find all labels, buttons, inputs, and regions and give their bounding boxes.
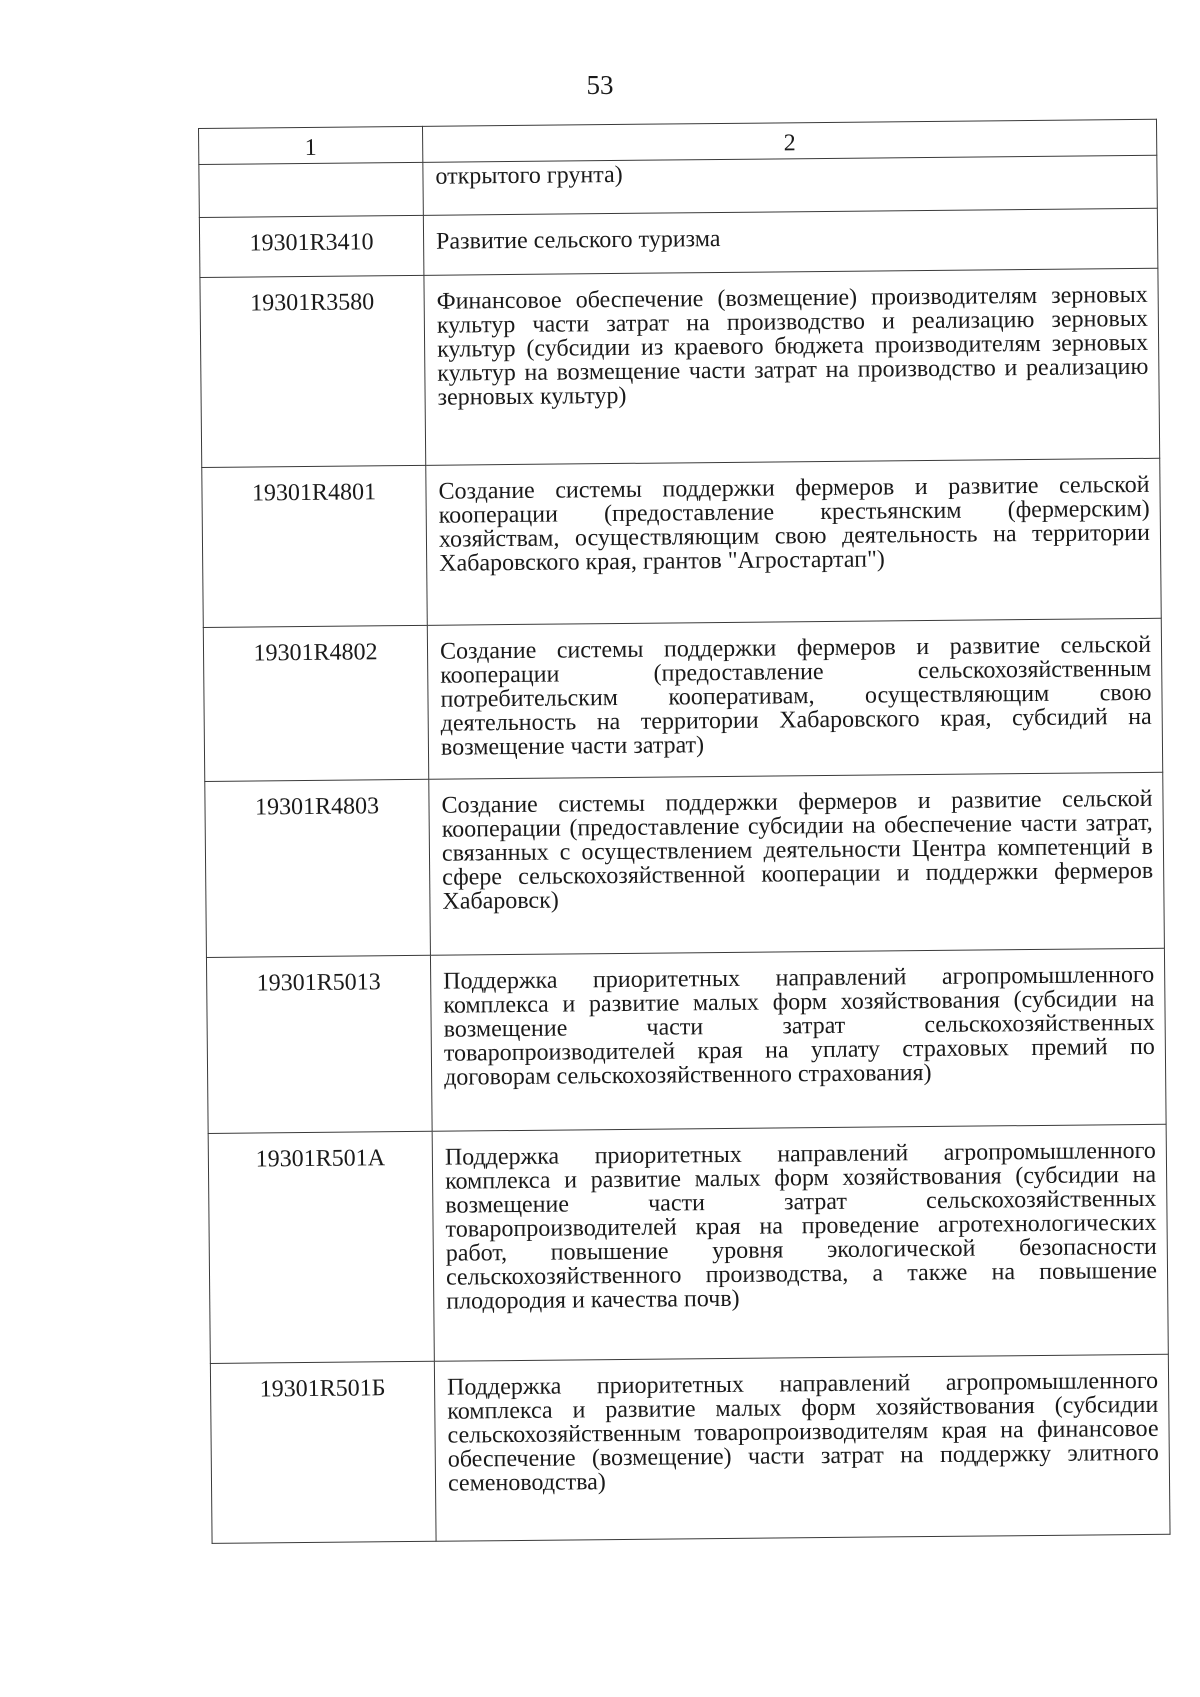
table-row — [205, 772, 1165, 957]
row-description: Поддержка приоритетных направлений агропромышленного комплекса и развитие малых форм хозяйствования (субсидии на возмещение части затрат сельскохозяйственных товаропроизводителей края на уплату страховых премий по договорам сельскохозяйственного страхования) — [430, 948, 1166, 1131]
page-number: 53 — [586, 70, 614, 100]
table-row — [203, 618, 1162, 781]
row-description: Поддержка приоритетных направлений агропромышленного комплекса и развитие малых форм хозяйствования (субсидии на возмещение части затрат сельскохозяйственных товаропроизводителей края на проведение агротехнологических работ, повышение уровня экологической безопасности сельскохозяйственного производства, а также на повышение плодородия и качества почв) — [432, 1124, 1168, 1361]
continuation-description: открытого грунта) — [423, 155, 1157, 215]
column-number-1: 1 — [199, 126, 423, 164]
row-code: 19301R4801 — [202, 465, 428, 627]
row-code: 19301R4803 — [205, 779, 431, 957]
budget-codes-table — [198, 119, 1171, 1544]
table-row — [200, 268, 1160, 467]
row-description: Поддержка приоритетных направлений агропромышленного комплекса и развитие малых форм хозяйствования (субсидии сельскохозяйственным товаропроизводителям края на финансовое обеспечение (возмещение) части затрат на поддержку элитного семеноводства) — [434, 1354, 1170, 1541]
table-row — [199, 208, 1158, 277]
continuation-row — [199, 155, 1157, 217]
table-row — [202, 458, 1161, 627]
row-description: Финансовое обеспечение (возмещение) производителям зерновых культур части затрат на производство и реализацию зерновых культур (субсидии из краевого бюджета производителям зерновых культур на возмещение части затрат на производство и реализацию зерновых культур) — [424, 268, 1160, 465]
column-number-2: 2 — [422, 119, 1156, 162]
row-code: 19301R3580 — [200, 275, 426, 467]
row-description: Развитие сельского туризма — [423, 208, 1158, 275]
row-code: 19301R501Б — [210, 1361, 436, 1543]
row-code: 19301R4802 — [203, 625, 428, 781]
row-code: 19301R5013 — [206, 955, 432, 1133]
table-row — [208, 1124, 1168, 1363]
continuation-code-cell — [199, 162, 423, 217]
table-row — [210, 1354, 1170, 1543]
row-description: Создание системы поддержки фермеров и развитие сельской кооперации (предоставление субсидии на обеспечение части затрат, связанных с осуществлением деятельности Центра компетенций в сфере сельскохозяйственной кооперации и поддержки фермеров Хабаровск) — [429, 772, 1165, 955]
table-row — [206, 948, 1166, 1133]
row-code: 19301R501А — [208, 1131, 434, 1363]
row-description: Создание системы поддержки фермеров и развитие сельской кооперации (предоставление крестьянским (фермерским) хозяйствам, осуществляющим свою деятельность на территории Хабаровского края, грантов "Агростартап") — [426, 458, 1162, 625]
row-code: 19301R3410 — [199, 215, 424, 277]
row-description: Создание системы поддержки фермеров и развитие сельской кооперации (предоставление сельскохозяйственным потребительским кооперативам, осуществляющим свою деятельность на территории Хабаровского края, субсидий на возмещение части затрат) — [427, 618, 1162, 779]
